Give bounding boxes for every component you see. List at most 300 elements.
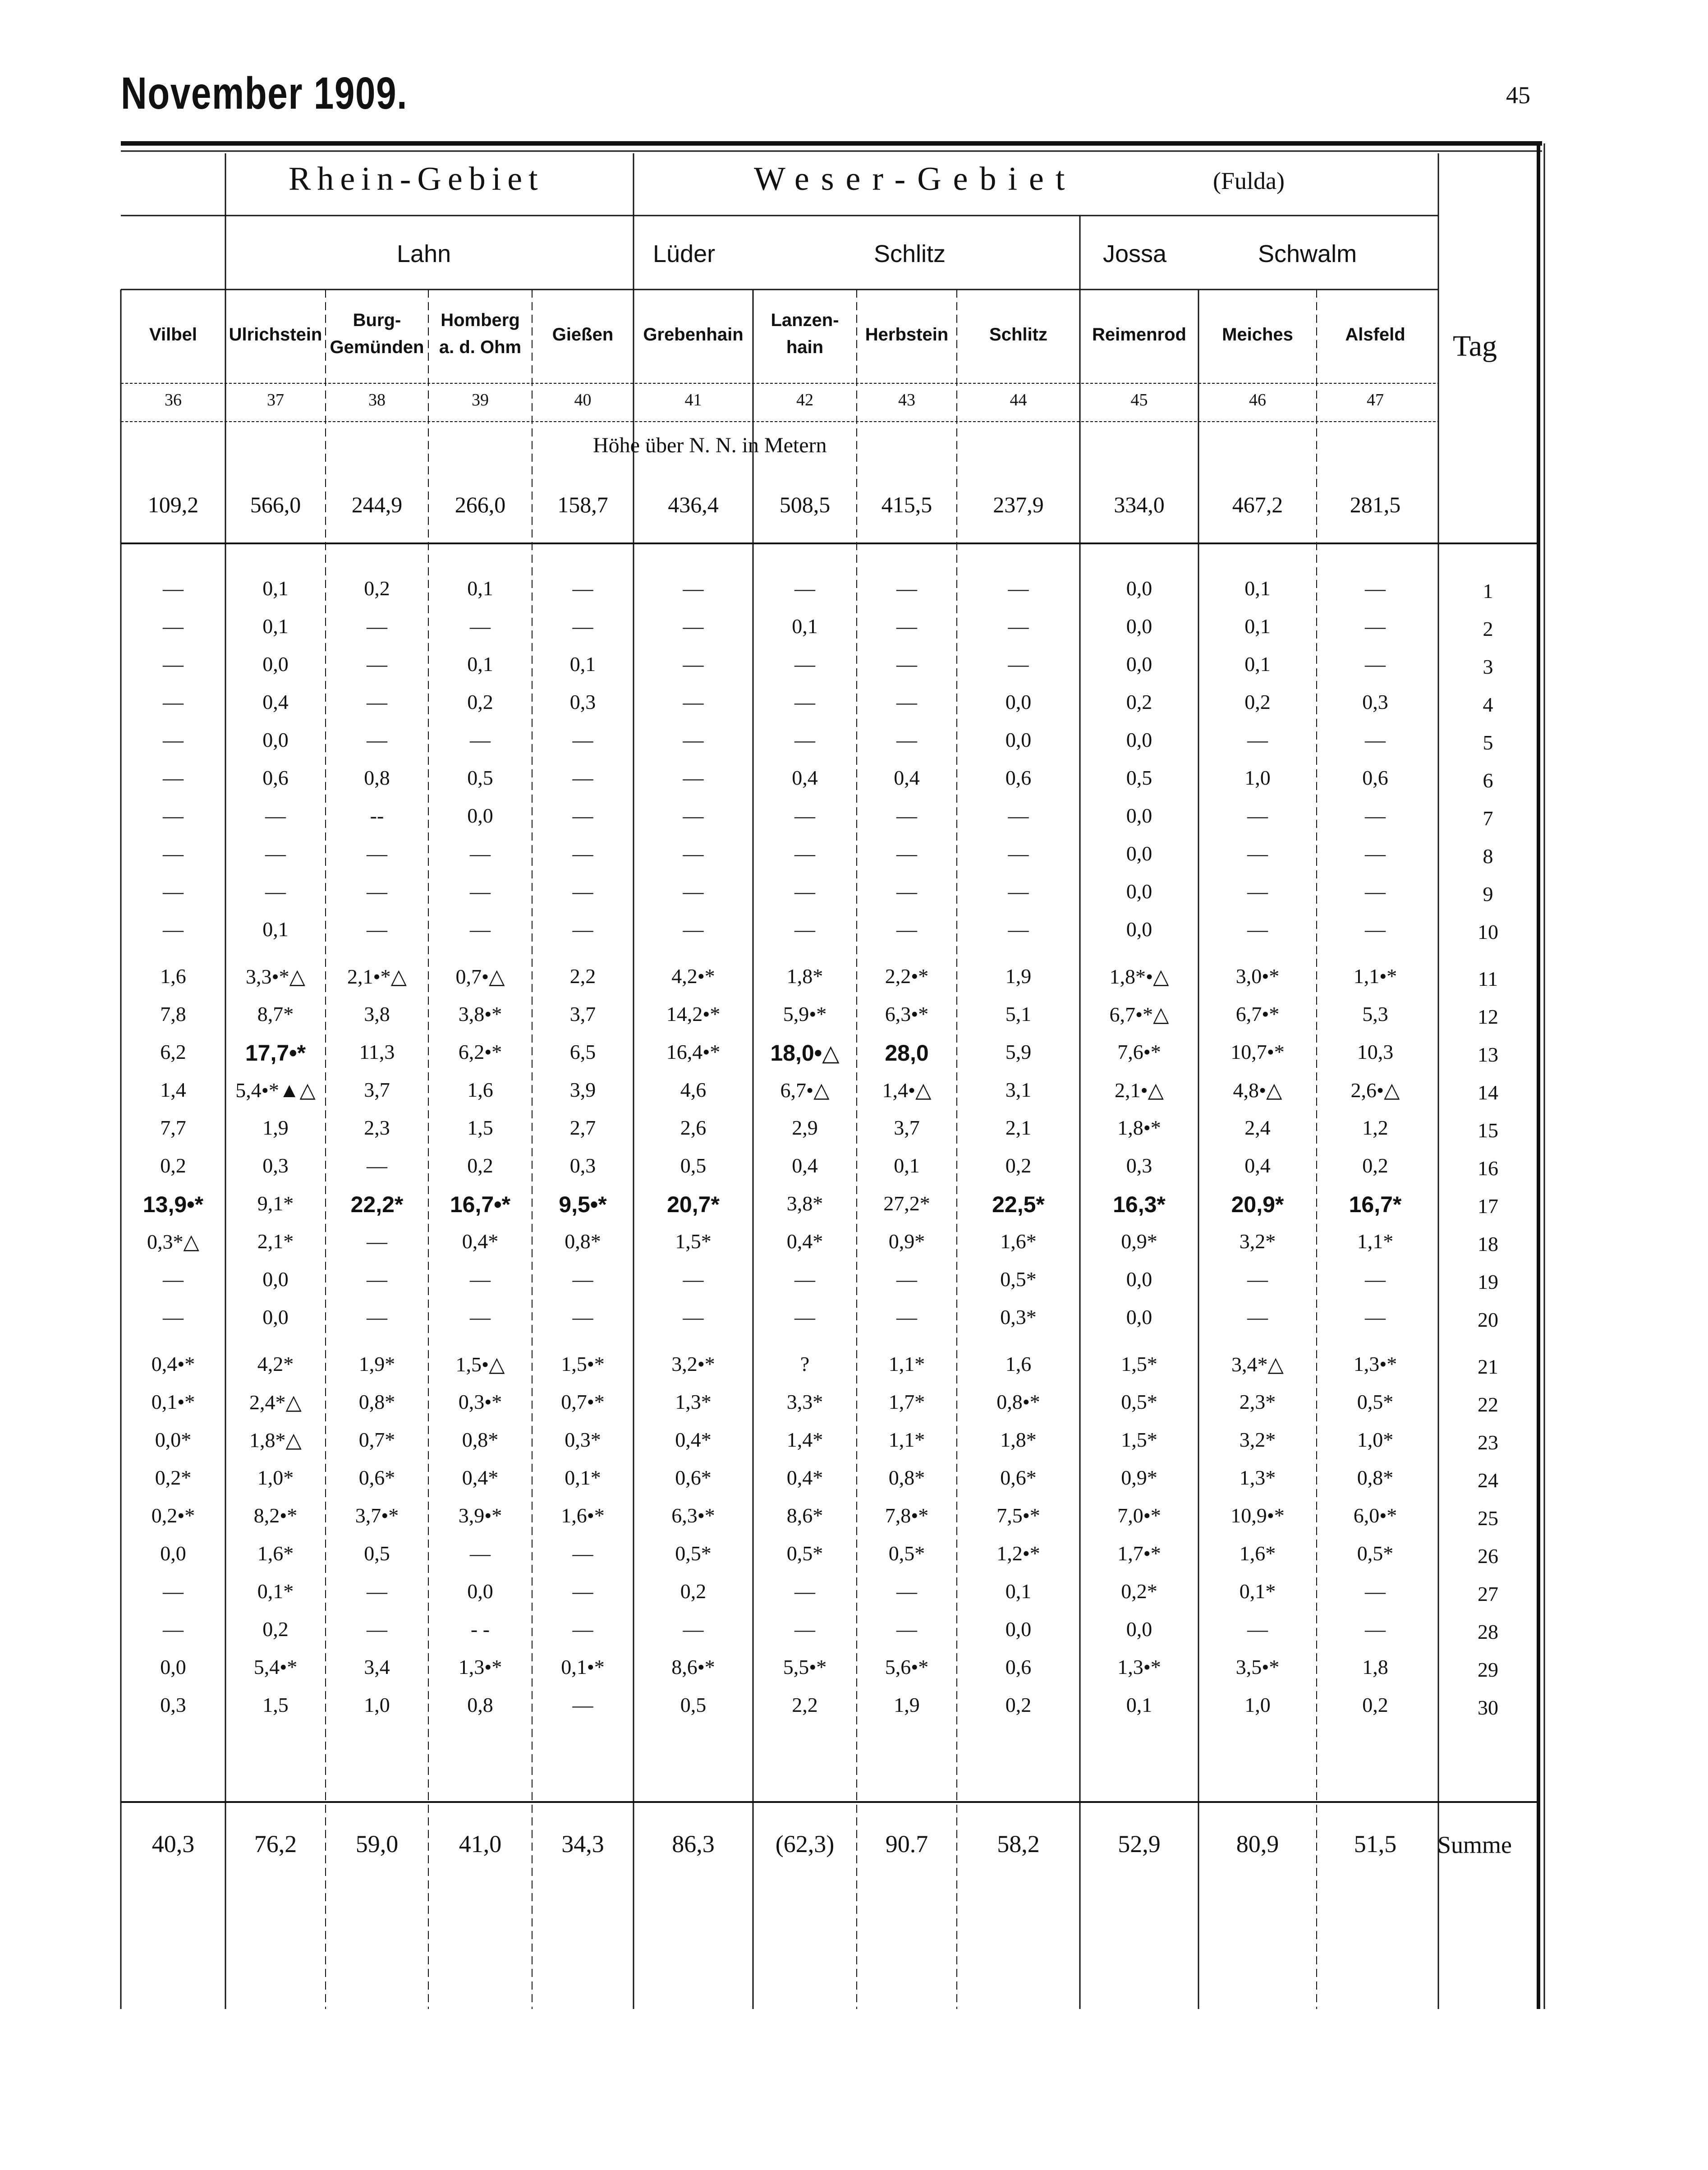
table-cell: — [896,615,917,638]
table-cell: 0,0 [262,728,289,751]
station-name: Grebenhain [643,325,744,345]
table-cell: 0,2 [1005,1154,1032,1177]
station-sum: 51,5 [1354,1830,1397,1857]
table-cell: — [1247,918,1268,941]
table-cell: — [1247,842,1268,865]
table-cell: 1,6* [1239,1542,1276,1565]
table-cell: — [367,1268,387,1291]
table-cell: 2,2 [569,965,596,988]
table-cell: — [683,880,704,903]
table-cell: 0,8 [467,1693,493,1716]
summe-heading: Summe [1437,1831,1512,1858]
table-cell: 8,6* [786,1504,823,1527]
table-cell: 5,3 [1362,1002,1388,1025]
table-cell: — [163,766,184,789]
table-cell: 0,0 [1005,728,1032,751]
table-cell: — [896,653,917,676]
table-cell: 3,4 [364,1655,390,1678]
station-number: 38 [368,391,386,409]
table-cell: — [1247,1306,1268,1329]
table-cell: — [163,690,184,713]
table-cell: 0,6 [1005,766,1032,789]
table-cell: — [367,653,387,676]
table-cell: 0,0 [262,1306,289,1329]
table-cell: — [896,577,917,600]
table-cell: 1,0* [1357,1428,1394,1451]
table-cell: — [1365,804,1386,827]
table-cell: 2,4 [1244,1116,1271,1139]
table-cell: 1,7•* [1117,1542,1161,1565]
day-number: 2 [1483,617,1493,640]
table-cell: — [794,653,815,676]
table-cell: 0,8* [888,1466,925,1489]
table-cell: 4,6 [680,1078,707,1101]
table-cell: 0,6* [675,1466,712,1489]
table-cell: 7,0•* [1117,1504,1161,1527]
table-cell: — [470,918,491,941]
table-cell: 3,7 [364,1078,390,1101]
table-cell: 0,0 [160,1655,186,1678]
table-cell: 0,4* [462,1230,499,1253]
table-cell: — [163,1618,184,1641]
table-cell: — [794,1306,815,1329]
table-cell: 0,1•* [561,1655,605,1678]
table-cell: — [470,842,491,865]
table-cell: 0,8* [462,1428,499,1451]
station-number: 41 [684,391,702,409]
station-name: Ulrichstein [229,325,322,345]
table-cell: 5,4•* [253,1655,298,1678]
table-cell: — [572,804,593,827]
table-cell: 1,1* [1357,1230,1394,1253]
table-cell: 0,0 [1126,1268,1152,1291]
table-cell: — [683,728,704,751]
table-cell: - - [470,1618,490,1641]
station-elevation: 266,0 [455,492,506,517]
table-cell: — [1365,728,1386,751]
table-cell: 0,1 [262,615,289,638]
table-cell: — [163,1306,184,1329]
table-cell: 0,1 [467,653,493,676]
day-number: 21 [1478,1355,1498,1378]
table-cell: 0,2 [467,690,493,713]
table-cell: — [265,804,286,827]
table-cell: 6,3•* [671,1504,715,1527]
table-cell: — [1365,842,1386,865]
table-cell: — [683,1618,704,1641]
table-cell: 1,8* [786,965,823,988]
table-cell: — [367,1580,387,1603]
table-cell: — [1365,1306,1386,1329]
table-cell: 0,2 [364,577,390,600]
table-cell: — [572,1580,593,1603]
table-cell: 0,6 [262,766,289,789]
table-cell: 0,2 [160,1154,186,1177]
table-cell: — [1008,653,1029,676]
table-cell: 0,0 [1126,1306,1152,1329]
table-cell: — [367,728,387,751]
day-number: 22 [1478,1393,1498,1416]
table-cell: 16,7•* [450,1192,511,1217]
day-number: 20 [1478,1308,1498,1331]
table-cell: 1,8*•△ [1109,965,1169,988]
table-cell: 0,2 [1005,1693,1032,1716]
table-cell: 0,3 [160,1693,186,1716]
table-cell: 11,3 [359,1040,395,1063]
table-cell: — [896,1580,917,1603]
table-cell: — [1247,804,1268,827]
table-cell: 3,3•*△ [246,965,305,988]
table-cell: — [896,842,917,865]
table-cell: 3,2* [1239,1428,1276,1451]
day-number: 6 [1483,769,1493,792]
day-number: 5 [1483,731,1493,754]
station-sum: 41,0 [459,1830,502,1857]
table-cell: 6,3•* [885,1002,929,1025]
table-cell: 0,9* [1121,1230,1157,1253]
table-cell: — [163,728,184,751]
table-cell: 4,2* [257,1352,294,1375]
table-cell: 0,1•* [151,1390,195,1413]
table-cell: — [367,615,387,638]
table-cell: — [794,1618,815,1641]
table-cell: 0,3* [565,1428,601,1451]
table-cell: 6,5 [569,1040,596,1063]
table-cell: 0,0* [155,1428,192,1451]
table-cell: — [1365,615,1386,638]
table-cell: 0,4* [675,1428,712,1451]
table-cell: 0,5 [1126,766,1152,789]
station-name: Alsfeld [1345,325,1405,345]
river-jossa: Jossa [1103,240,1167,267]
table-cell: — [572,1618,593,1641]
table-cell: 1,8•* [1117,1116,1161,1139]
table-cell: — [572,880,593,903]
station-sum: 80,9 [1236,1830,1279,1857]
table-cell: — [683,577,704,600]
station-elevation: 508,5 [779,492,831,517]
day-number: 1 [1483,579,1493,602]
table-cell: 0,4 [1244,1154,1271,1177]
table-cell: 1,6 [160,965,186,988]
river-lueder: Lüder [653,240,716,267]
table-cell: 8,2•* [253,1504,298,1527]
table-cell: — [572,728,593,751]
table-cell: — [1365,1268,1386,1291]
table-cell: 1,5* [1121,1428,1157,1451]
table-cell: — [1008,615,1029,638]
table-cell: — [163,1268,184,1291]
table-cell: — [163,615,184,638]
station-number: 36 [165,391,182,409]
station-elevation: 436,4 [668,492,719,517]
table-cell: 0,2•* [151,1504,195,1527]
table-cell: 0,2 [1362,1693,1388,1716]
table-cell: 7,7 [160,1116,186,1139]
table-cell: 20,7* [667,1192,720,1217]
table-cell: 5,1 [1005,1002,1032,1025]
table-cell: 3,0•* [1235,965,1280,988]
day-number: 11 [1478,967,1498,990]
table-cell: — [896,804,917,827]
river-schwalm: Schwalm [1258,240,1357,267]
day-number: 17 [1478,1195,1498,1218]
table-cell: — [794,918,815,941]
station-number: 37 [267,391,284,409]
station-elevation: 158,7 [557,492,608,517]
table-cell: 1,9 [1005,965,1032,988]
table-cell: 0,3 [1362,690,1388,713]
table-cell: — [367,880,387,903]
table-cell: — [683,766,704,789]
table-cell: 7,5•* [996,1504,1040,1527]
table-cell: — [683,690,704,713]
table-cell: — [470,728,491,751]
table-cell: 7,6•* [1117,1040,1161,1063]
table-cell: 0,1 [1244,615,1271,638]
station-sum: 40,3 [152,1830,195,1857]
table-cell: 0,5* [888,1542,925,1565]
table-cell: — [794,842,815,865]
table-cell: 5,6•* [885,1655,929,1678]
table-cell: 0,6 [1005,1655,1032,1678]
table-cell: — [683,804,704,827]
table-cell: — [572,1542,593,1565]
table-cell: — [367,842,387,865]
table-cell: 0,8 [364,766,390,789]
station-number: 45 [1130,391,1148,409]
day-number: 16 [1478,1157,1498,1180]
station-elevation: 281,5 [1350,492,1401,517]
table-cell: 1,8 [1362,1655,1388,1678]
table-cell: 6,7•* [1235,1002,1280,1025]
table-cell: 1,5•△ [455,1353,505,1376]
table-cell: ? [800,1352,810,1375]
table-cell: 1,7* [888,1390,925,1413]
table-cell: — [794,690,815,713]
day-number: 18 [1478,1232,1498,1255]
table-cell: 0,3* [1000,1306,1037,1329]
station-elevation: 109,2 [147,492,199,517]
table-cell: 2,6•△ [1350,1079,1400,1102]
table-cell: 0,4* [786,1230,823,1253]
table-cell: 14,2•* [666,1002,721,1025]
table-cell: 1,6* [257,1542,294,1565]
table-cell: 0,4 [894,766,920,789]
table-cell: 2,1•*△ [347,965,407,988]
table-cell: 1,5•* [561,1352,605,1375]
day-number: 14 [1478,1081,1498,1104]
station-number: 43 [898,391,915,409]
table-cell: 0,0 [262,653,289,676]
table-cell: — [896,1268,917,1291]
table-cell: 2,9 [792,1116,818,1139]
table-cell: — [683,1268,704,1291]
table-cell: 1,4 [160,1078,186,1101]
day-number: 25 [1478,1507,1498,1530]
table-cell: 16,7* [1349,1192,1402,1217]
table-cell: 9,5•* [559,1192,607,1217]
table-cell: — [1365,577,1386,600]
table-cell: — [470,1268,491,1291]
table-cell: 1,5* [675,1230,712,1253]
table-cell: 1,5* [1121,1352,1157,1375]
station-elevation: 237,9 [993,492,1044,517]
table-cell: — [683,653,704,676]
table-cell: 1,3•* [458,1655,502,1678]
table-cell: — [794,880,815,903]
table-cell: 1,6 [467,1078,493,1101]
table-cell: 0,3 [1126,1154,1152,1177]
table-cell: 0,7•* [561,1390,605,1413]
station-elevation: 244,9 [351,492,403,517]
station-name: Schlitz [989,325,1047,345]
table-cell: 0,5* [675,1542,712,1565]
table-cell: 1,4* [786,1428,823,1451]
table-cell: 2,6 [680,1116,707,1139]
table-cell: 10,7•* [1230,1040,1285,1063]
day-number: 3 [1483,655,1493,678]
day-number: 19 [1478,1270,1498,1293]
table-cell: 0,2 [467,1154,493,1177]
table-cell: — [367,690,387,713]
table-cell: 2,1* [257,1230,294,1253]
table-cell: 0,0 [1005,690,1032,713]
table-cell: 6,0•* [1353,1504,1397,1527]
page-title: November 1909. [121,68,408,119]
table-cell: 1,1* [888,1352,925,1375]
day-number: 13 [1478,1043,1498,1066]
table-cell: 0,7•△ [455,965,505,988]
station-elevation: 467,2 [1232,492,1283,517]
table-cell: 0,2* [155,1466,192,1489]
table-cell: 0,0 [160,1542,186,1565]
station-number: 46 [1249,391,1266,409]
station-sum: 52,9 [1118,1830,1161,1857]
table-cell: — [1008,577,1029,600]
table-cell: 0,0 [262,1268,289,1291]
station-sum: 90.7 [885,1830,928,1857]
table-cell: — [265,842,286,865]
station-name: Burg- Gemünden [330,310,424,357]
table-cell: — [683,842,704,865]
table-cell: — [896,880,917,903]
table-cell: 22,5* [992,1192,1045,1217]
table-cell: — [683,615,704,638]
day-number: 4 [1483,693,1493,716]
station-number: 42 [796,391,813,409]
table-cell: 3,7 [569,1002,596,1025]
table-cell: 28,0 [885,1040,929,1066]
table-cell: — [572,842,593,865]
station-name: Homberg a. d. Ohm [439,310,522,357]
station-elevation: 415,5 [881,492,932,517]
table-cell: 0,0 [1126,653,1152,676]
table-cell: 0,6* [1000,1466,1037,1489]
table-cell: 0,1 [262,577,289,600]
table-cell: 0,2 [262,1618,289,1641]
table-cell: 0,4 [262,690,289,713]
table-cell: 8,6•* [671,1655,715,1678]
table-cell: 6,7•△ [780,1079,830,1102]
table-cell: 0,4* [462,1466,499,1489]
table-cell: 0,8* [565,1230,601,1253]
table-cell: 5,5•* [783,1655,827,1678]
station-number: 44 [1010,391,1027,409]
table-cell: 3,3* [786,1390,823,1413]
table-cell: 1,3•* [1117,1655,1161,1678]
table-cell: 0,1 [1244,577,1271,600]
table-cell: 0,2* [1121,1580,1157,1603]
table-cell: — [896,1618,917,1641]
station-sum: 76,2 [254,1830,297,1857]
table-cell: 3,2•* [671,1352,715,1375]
table-cell: 5,4•*▲△ [235,1079,316,1102]
table-cell: 0,3*△ [147,1230,199,1253]
table-cell: 10,3 [1357,1040,1394,1063]
table-cell: 3,9 [569,1078,596,1101]
table-cell: — [470,1542,491,1565]
table-cell: 0,0 [1126,1618,1152,1641]
day-number: 10 [1478,920,1498,943]
table-cell: 1,5 [467,1116,493,1139]
table-cell: — [367,1306,387,1329]
day-number: 28 [1478,1620,1498,1643]
day-number: 23 [1478,1431,1498,1454]
table-cell: 1,3* [675,1390,712,1413]
table-cell: 0,1 [1126,1693,1152,1716]
table-cell: 3,7•* [355,1504,399,1527]
table-cell: — [1247,1618,1268,1641]
table-cell: 7,8•* [885,1504,929,1527]
table-cell: 3,2* [1239,1230,1276,1253]
station-name: Vilbel [149,325,197,345]
station-sum: 58,2 [997,1830,1040,1857]
table-cell: 6,2 [160,1040,186,1063]
table-cell: — [896,1306,917,1329]
table-cell: 1,9 [894,1693,920,1716]
station-elevation: 566,0 [250,492,301,517]
table-cell: 1,0 [1244,766,1271,789]
table-cell: 1,8* [1000,1428,1037,1451]
table-cell: 1,8*△ [249,1429,302,1452]
table-cell: 0,4* [786,1466,823,1489]
table-cell: — [572,766,593,789]
table-cell: 27,2* [883,1192,930,1215]
table-cell: 1,3* [1239,1466,1276,1489]
day-number: 24 [1478,1469,1498,1492]
table-cell: 0,0 [467,804,493,827]
station-sum: 86,3 [672,1830,715,1857]
table-cell: 0,4 [792,1154,818,1177]
table-cell: 0,1 [569,653,596,676]
station-number: 47 [1367,391,1384,409]
table-cell: — [163,842,184,865]
table-cell: 0,8* [358,1390,395,1413]
table-cell: 0,6* [358,1466,395,1489]
table-cell: 2,3 [364,1116,390,1139]
table-cell: 20,9* [1231,1192,1284,1217]
table-cell: 1,0 [1244,1693,1271,1716]
table-cell: 0,3 [262,1154,289,1177]
table-cell: 0,1 [1244,653,1271,676]
table-cell: — [470,615,491,638]
table-cell: — [794,1580,815,1603]
river-schlitz: Schlitz [874,240,946,267]
table-cell: — [896,690,917,713]
table-cell: 6,2•* [458,1040,502,1063]
table-cell: 4,8•△ [1233,1079,1282,1102]
